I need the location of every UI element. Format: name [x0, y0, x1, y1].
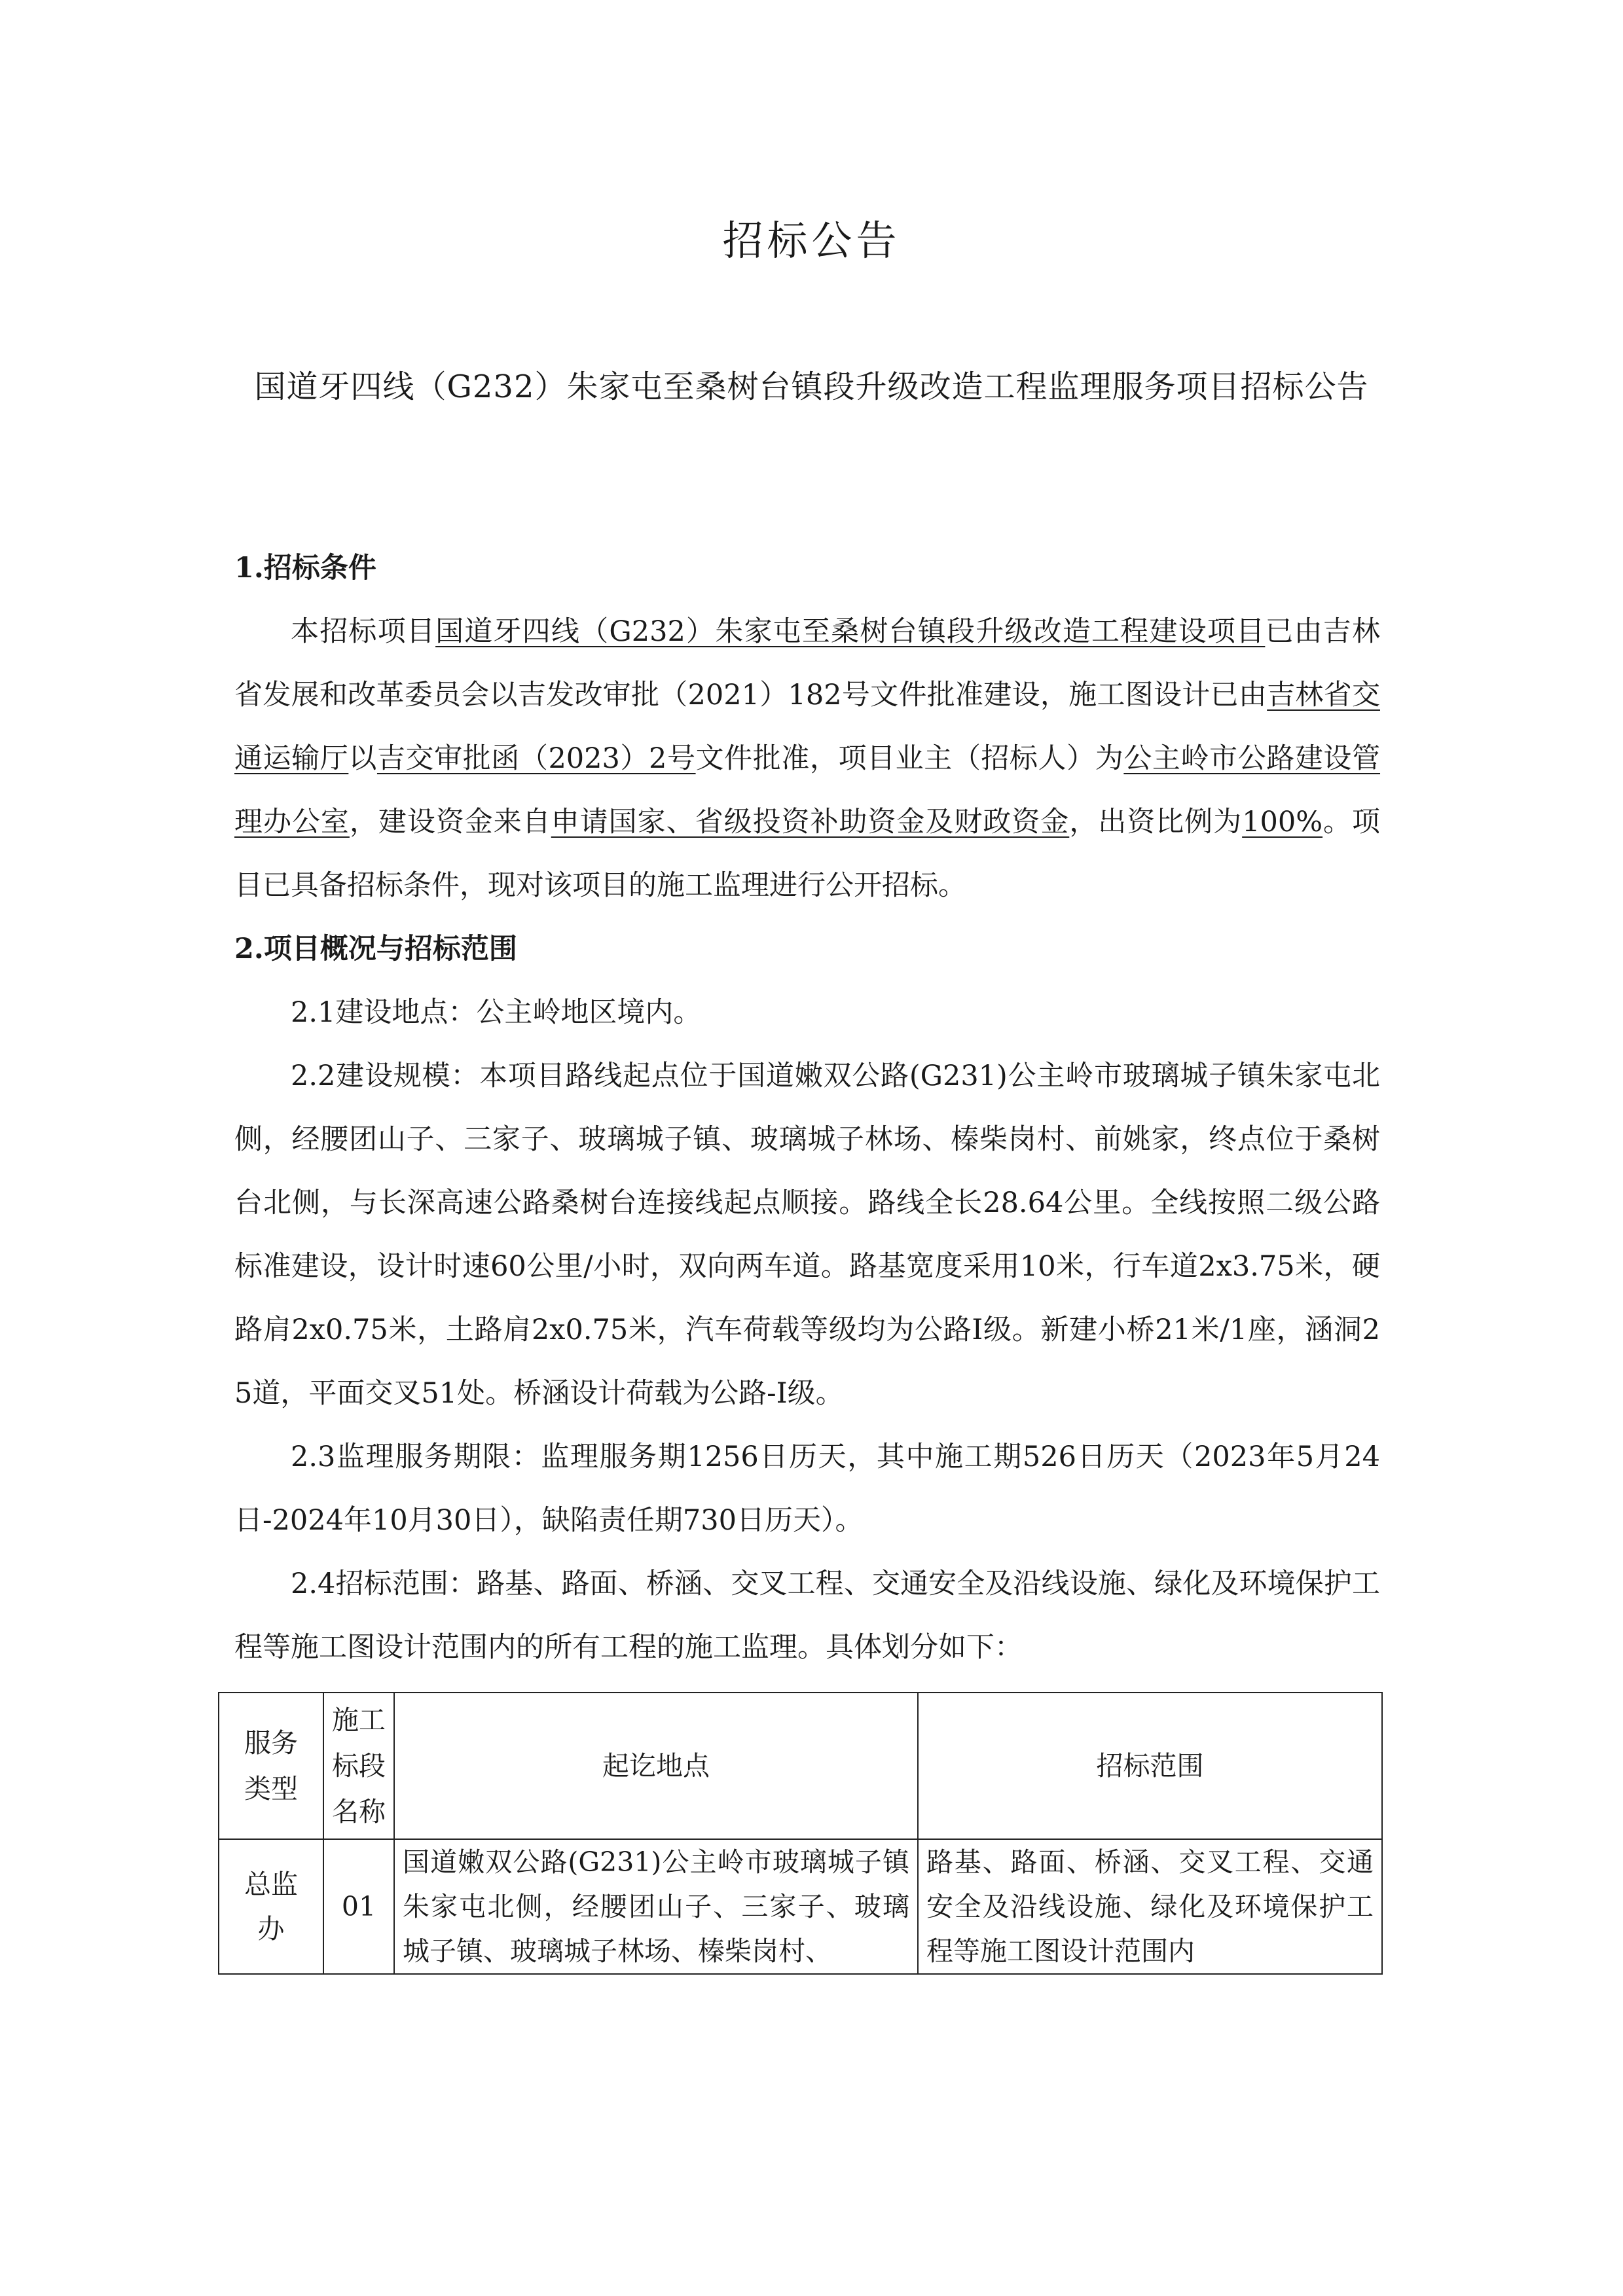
text-run: ，建设资金来自: [349, 806, 551, 838]
cell-service-type: 总监办: [219, 1839, 323, 1974]
cell-section-name: 01: [323, 1839, 394, 1974]
text-run: 已由吉林省发展和改革委员会以吉发改审批（2021）182号文件批准建设，施工图设计已由: [234, 615, 1381, 711]
paragraph-service-period: 2.3监理服务期限：监理服务期1256日历天，其中施工期526日历天（2023年5月24日-2024年10月30日），缺陷责任期730日历天）。: [234, 1441, 1380, 1537]
table-header-row: [219, 1693, 1382, 1839]
table-row: [219, 1839, 1382, 1974]
bidding-scope-table: [218, 1692, 1383, 1975]
owner-underlined: 公主岭市公路建设管理办公室: [234, 742, 1381, 838]
paragraph-location: 2.1建设地点：公主岭地区境内。: [291, 996, 702, 1029]
column-header-service-type: 服务类型: [219, 1693, 323, 1839]
paragraph-bidding-conditions: [234, 600, 1380, 918]
document-body: [234, 537, 1380, 1679]
text-run: 以: [348, 742, 377, 775]
funding-ratio-underlined: 100%: [1242, 806, 1323, 838]
text-run: 本招标项目: [291, 615, 436, 648]
cell-location: 国道嫩双公路(G231)公主岭市玻璃城子镇朱家屯北侧，经腰团山子、三家子、玻璃城子镇、玻璃城子林场、榛柴岗村、: [394, 1839, 918, 1974]
column-header-section-name: 施工标段名称: [323, 1693, 394, 1839]
project-name-underlined: 国道牙四线（G232）朱家屯至桑树台镇段升级改造工程建设项目: [435, 615, 1266, 648]
document-subtitle: 国道牙四线（G232）朱家屯至桑树台镇段升级改造工程监理服务项目招标公告: [254, 368, 1369, 405]
text-run: 文件批准，项目业主（招标人）为: [695, 742, 1124, 775]
paragraph-bidding-scope: 2.4招标范围：路基、路面、桥涵、交叉工程、交通安全及沿线设施、绿化及环境保护工程等施工图设计范围内的所有工程的施工监理。具体划分如下：: [234, 1568, 1380, 1664]
document-title: 招标公告: [722, 217, 901, 264]
paragraph-scale: 2.2建设规模：本项目路线起点位于国道嫩双公路(G231)公主岭市玻璃城子镇朱家屯北侧，经腰团山子、三家子、玻璃城子镇、玻璃城子林场、榛柴岗村、前姚家，终点位于桑树台北侧，与长深高速公路桑树台连接线起点顺接。路线全长28.64公里。全线按照二级公路标准建设，设计时速60公里/小时，双向两车道。路基宽度采用10米，行车道2x3.75米，硬路肩2x0.75米，土路肩2x0.75米，汽车荷载等级均为公路Ⅰ级。新建小桥21米/1座，涵洞25道，平面交叉51处。桥涵设计荷载为公路-Ⅰ级。: [234, 1060, 1380, 1410]
column-header-location: 起讫地点: [394, 1693, 918, 1839]
column-header-scope: 招标范围: [918, 1693, 1382, 1839]
funding-source-underlined: 申请国家、省级投资补助资金及财政资金: [551, 806, 1070, 838]
approval-doc-underlined: 吉交审批函（2023）2号: [376, 742, 696, 775]
section-heading-bidding-conditions: 1.招标条件: [234, 552, 376, 584]
section-heading-overview: 2.项目概况与招标范围: [234, 933, 517, 965]
text-run: ，出资比例为: [1069, 806, 1243, 838]
cell-scope: 路基、路面、桥涵、交叉工程、交通安全及沿线设施、绿化及环境保护工程等施工图设计范围内: [918, 1839, 1382, 1974]
approval-authority-underlined: 吉林省交通运输厅: [234, 679, 1380, 775]
text-run: 。项目已具备招标条件，现对该项目的施工监理进行公开招标。: [234, 806, 1381, 902]
